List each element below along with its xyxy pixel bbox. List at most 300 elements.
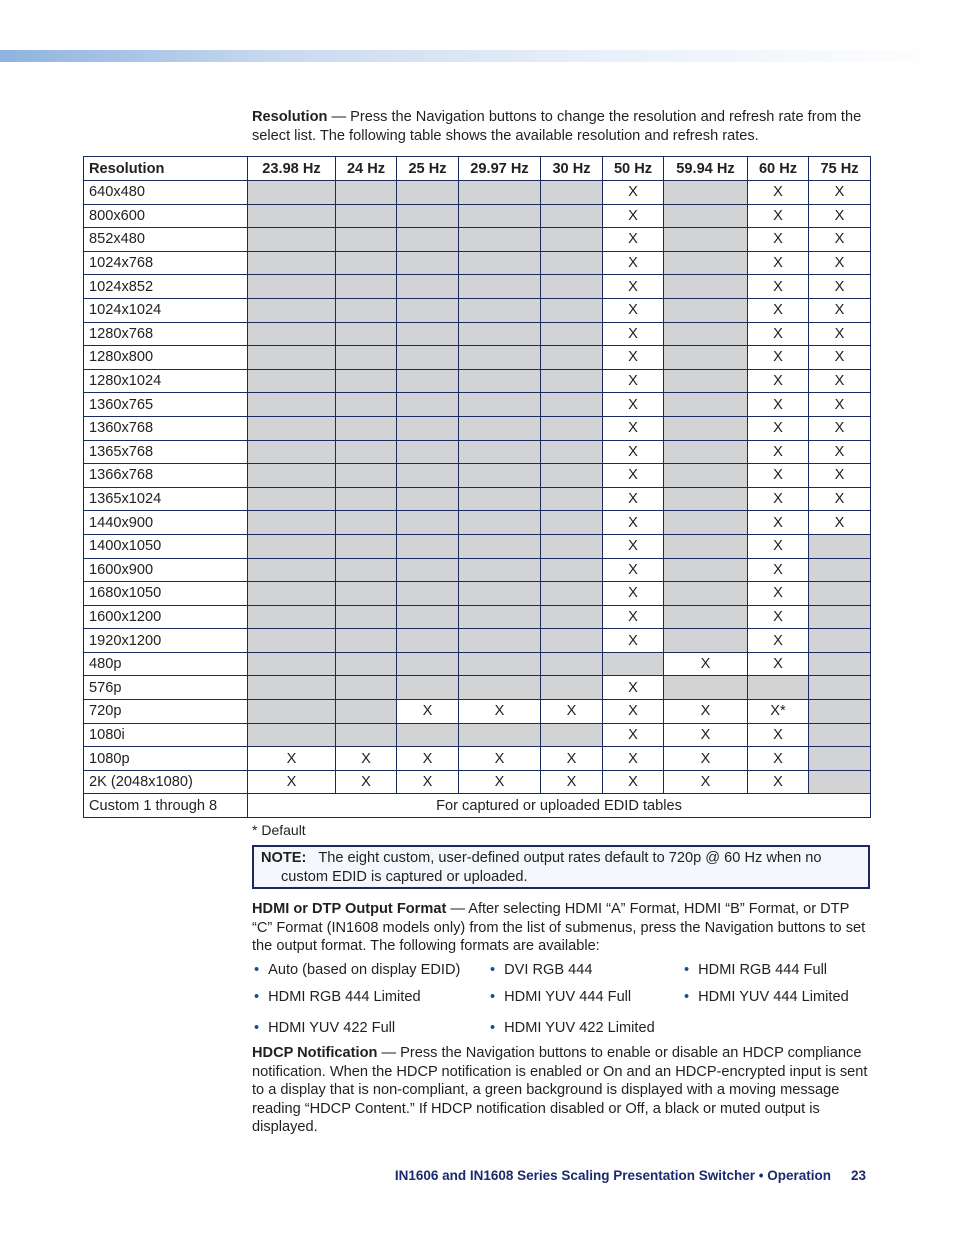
column-header: Resolution — [84, 157, 248, 181]
table-row — [84, 700, 871, 724]
rate-cell — [541, 534, 603, 558]
rate-cell — [664, 676, 748, 700]
rate-cell: X — [748, 487, 809, 511]
hdmi-description: — After selecting HDMI “A” Format, HDMI “B” Format, or DTP “C” Format (IN1608 models only) from the list of submenus, press the Navigation buttons to set the output format. The following formats are available: — [252, 901, 866, 955]
rate-cell: X — [603, 558, 664, 582]
rate-cell: X — [541, 747, 603, 771]
rate-cell — [664, 605, 748, 629]
rate-cell — [459, 369, 541, 393]
rate-cell — [459, 629, 541, 653]
rate-cell — [459, 440, 541, 464]
table-row — [84, 487, 871, 511]
rate-cell: X — [748, 534, 809, 558]
table-header-row — [84, 157, 871, 181]
rate-cell: X — [541, 700, 603, 724]
rate-cell: X — [748, 629, 809, 653]
rate-cell: X — [748, 723, 809, 747]
rate-cell — [459, 487, 541, 511]
table-row — [84, 322, 871, 346]
rate-cell: X — [748, 181, 809, 205]
rate-cell — [397, 676, 459, 700]
resolution-cell: 1680x1050 — [84, 582, 248, 606]
table-row — [84, 181, 871, 205]
rate-cell — [336, 251, 397, 275]
rate-cell: X — [603, 487, 664, 511]
resolution-cell: 1080i — [84, 723, 248, 747]
table-row — [84, 723, 871, 747]
rate-cell — [248, 652, 336, 676]
rate-cell — [459, 676, 541, 700]
rate-cell — [248, 346, 336, 370]
rate-cell — [809, 534, 871, 558]
resolution-cell: 576p — [84, 676, 248, 700]
resolution-cell: 1024x768 — [84, 251, 248, 275]
rate-cell: X — [603, 534, 664, 558]
resolution-cell: 1600x1200 — [84, 605, 248, 629]
table-row — [84, 416, 871, 440]
rate-cell: X — [603, 723, 664, 747]
rate-cell — [664, 204, 748, 228]
rate-cell — [397, 204, 459, 228]
resolution-cell: Custom 1 through 8 — [84, 794, 248, 818]
rate-cell — [248, 322, 336, 346]
rate-cell — [336, 582, 397, 606]
rate-cell — [248, 558, 336, 582]
rate-cell — [397, 558, 459, 582]
rate-cell — [541, 369, 603, 393]
rate-cell — [809, 747, 871, 771]
rate-cell: X — [397, 700, 459, 724]
table-row — [84, 770, 871, 794]
rate-cell: X — [603, 747, 664, 771]
rate-cell: X — [748, 298, 809, 322]
rate-cell — [459, 582, 541, 606]
resolution-cell: 1365x1024 — [84, 487, 248, 511]
rate-cell — [248, 605, 336, 629]
column-header: 75 Hz — [809, 157, 871, 181]
rate-cell — [248, 676, 336, 700]
note-box — [252, 845, 870, 889]
rate-cell — [459, 228, 541, 252]
rate-cell: X — [603, 298, 664, 322]
table-row — [84, 298, 871, 322]
table-row — [84, 605, 871, 629]
page-footer — [0, 1168, 866, 1183]
resolution-cell: 1365x768 — [84, 440, 248, 464]
rate-cell: X — [809, 275, 871, 299]
column-header: 24 Hz — [336, 157, 397, 181]
custom-edid-cell: For captured or uploaded EDID tables — [248, 794, 871, 818]
rate-cell — [664, 629, 748, 653]
hdmi-section — [252, 900, 872, 956]
rate-cell — [809, 700, 871, 724]
rate-cell — [809, 652, 871, 676]
rate-cell: X — [541, 770, 603, 794]
rate-cell — [397, 346, 459, 370]
rate-cell — [336, 676, 397, 700]
rate-cell — [248, 416, 336, 440]
hdcp-description: — Press the Navigation buttons to enable or disable an HDCP compliance notification. When the HDCP notification is enabled or On and an HDCP-encrypted input is sent to a display that is non-compliant, a green background is displayed with a moving message reading “HDCP Content.” If HDCP notification disabled or Off, a black or muted output is displayed. — [252, 1045, 868, 1136]
rate-cell — [459, 393, 541, 417]
resolution-cell: 1080p — [84, 747, 248, 771]
rate-cell: X — [603, 676, 664, 700]
resolution-cell: 1360x765 — [84, 393, 248, 417]
rate-cell: X — [809, 251, 871, 275]
rate-cell — [664, 251, 748, 275]
rate-cell: X — [809, 369, 871, 393]
rate-cell — [336, 275, 397, 299]
rate-cell — [809, 629, 871, 653]
rate-cell: X — [603, 251, 664, 275]
table-row — [84, 511, 871, 535]
rate-cell — [397, 322, 459, 346]
hdmi-heading: HDMI or DTP Output Format — [252, 901, 447, 917]
rate-cell — [248, 204, 336, 228]
rate-cell — [809, 770, 871, 794]
resolution-cell: 1366x768 — [84, 464, 248, 488]
rate-cell — [541, 322, 603, 346]
rate-cell: X — [748, 416, 809, 440]
rate-cell: X — [603, 582, 664, 606]
rate-cell — [809, 723, 871, 747]
rate-cell: X — [603, 440, 664, 464]
resolution-cell: 640x480 — [84, 181, 248, 205]
note-text-2: custom EDID is captured or uploaded. — [281, 869, 528, 885]
rate-cell: X — [603, 204, 664, 228]
rate-cell — [336, 652, 397, 676]
rate-cell: X — [748, 251, 809, 275]
rate-cell — [248, 534, 336, 558]
rate-cell — [336, 416, 397, 440]
rate-cell — [541, 487, 603, 511]
rate-cell — [459, 605, 541, 629]
rate-cell — [459, 416, 541, 440]
rate-cell: X — [248, 747, 336, 771]
rate-cell — [336, 723, 397, 747]
rate-cell — [248, 440, 336, 464]
rate-cell — [541, 652, 603, 676]
rate-cell: X — [603, 322, 664, 346]
footer-title: IN1606 and IN1608 Series Scaling Presentation Switcher • Operation — [394, 1168, 831, 1183]
resolution-cell: 1920x1200 — [84, 629, 248, 653]
resolution-cell: 852x480 — [84, 228, 248, 252]
rate-cell — [541, 393, 603, 417]
table-row — [84, 251, 871, 275]
page-number: 23 — [850, 1168, 866, 1183]
rate-cell — [748, 676, 809, 700]
column-header: 29.97 Hz — [459, 157, 541, 181]
rate-cell — [336, 393, 397, 417]
resolution-cell: 800x600 — [84, 204, 248, 228]
rate-cell — [459, 534, 541, 558]
rate-cell — [336, 204, 397, 228]
rate-cell — [397, 464, 459, 488]
rate-cell — [459, 464, 541, 488]
resolution-cell: 1360x768 — [84, 416, 248, 440]
rate-cell — [248, 393, 336, 417]
rate-cell — [397, 487, 459, 511]
resolution-cell: 1280x1024 — [84, 369, 248, 393]
rate-cell: X — [809, 416, 871, 440]
rate-cell — [397, 605, 459, 629]
rate-cell — [248, 275, 336, 299]
rate-cell — [336, 322, 397, 346]
rate-cell: X — [809, 204, 871, 228]
rate-cell — [541, 204, 603, 228]
rate-cell — [664, 322, 748, 346]
rate-cell: X — [336, 747, 397, 771]
rate-cell: X — [603, 346, 664, 370]
rate-cell — [248, 511, 336, 535]
column-header: 59.94 Hz — [664, 157, 748, 181]
rate-cell — [541, 346, 603, 370]
rate-cell — [541, 629, 603, 653]
resolution-cell: 720p — [84, 700, 248, 724]
rate-cell: X — [664, 770, 748, 794]
rate-cell — [248, 723, 336, 747]
rate-cell — [397, 582, 459, 606]
rate-cell — [541, 228, 603, 252]
note-label: NOTE: — [261, 850, 307, 866]
rate-cell: X — [336, 770, 397, 794]
rate-cell — [664, 393, 748, 417]
rate-cell: X — [748, 747, 809, 771]
rate-cell — [664, 511, 748, 535]
rate-cell — [397, 228, 459, 252]
rate-cell: X — [603, 275, 664, 299]
column-header: 23.98 Hz — [248, 157, 336, 181]
list-item: • Auto (based on display EDID) — [254, 962, 461, 978]
rate-cell — [397, 511, 459, 535]
rate-cell: X — [809, 322, 871, 346]
list-item: • HDMI RGB 444 Full — [684, 962, 828, 978]
table-row — [84, 747, 871, 771]
rate-cell: X — [748, 228, 809, 252]
resolution-cell: 1024x852 — [84, 275, 248, 299]
rate-cell — [541, 181, 603, 205]
rate-cell: X — [459, 747, 541, 771]
rate-cell: X — [748, 652, 809, 676]
rate-cell: X — [748, 346, 809, 370]
rate-cell — [336, 298, 397, 322]
resolution-cell: 2K (2048x1080) — [84, 770, 248, 794]
rate-cell — [809, 676, 871, 700]
rate-cell — [397, 440, 459, 464]
rate-cell — [664, 440, 748, 464]
rate-cell: X — [809, 228, 871, 252]
list-item: • DVI RGB 444 — [490, 962, 593, 978]
rate-cell: X — [397, 747, 459, 771]
rate-cell: X — [748, 204, 809, 228]
rate-cell — [459, 511, 541, 535]
rate-cell — [397, 393, 459, 417]
rate-cell — [397, 652, 459, 676]
table-row — [84, 369, 871, 393]
rate-cell — [664, 416, 748, 440]
rate-cell: X — [748, 558, 809, 582]
rate-cell — [664, 464, 748, 488]
list-item: • HDMI RGB 444 Limited — [254, 989, 421, 1005]
rate-cell — [336, 487, 397, 511]
rate-cell — [664, 181, 748, 205]
rate-cell: X — [459, 700, 541, 724]
table-row — [84, 676, 871, 700]
rate-cell: X — [809, 346, 871, 370]
rate-cell — [336, 228, 397, 252]
rate-cell — [248, 298, 336, 322]
rate-cell: X — [809, 487, 871, 511]
rate-cell — [541, 676, 603, 700]
rate-cell: X — [748, 605, 809, 629]
rate-cell: X — [809, 181, 871, 205]
resolution-cell: 480p — [84, 652, 248, 676]
resolution-description: — Press the Navigation buttons to change the resolution and refresh rate from the select list. The following table shows the available resolution and refresh rates. — [252, 109, 862, 144]
rate-cell — [541, 511, 603, 535]
rate-cell — [248, 369, 336, 393]
rate-cell: X — [748, 464, 809, 488]
resolution-intro — [252, 108, 872, 146]
rate-cell — [603, 652, 664, 676]
rate-cell — [541, 275, 603, 299]
resolution-cell: 1400x1050 — [84, 534, 248, 558]
rate-cell: X — [748, 770, 809, 794]
column-header: 60 Hz — [748, 157, 809, 181]
rate-cell — [336, 605, 397, 629]
rate-cell: X — [748, 369, 809, 393]
rate-cell — [459, 275, 541, 299]
rate-cell — [248, 582, 336, 606]
rate-cell: X — [748, 511, 809, 535]
rate-cell — [664, 275, 748, 299]
rate-cell — [397, 369, 459, 393]
rate-cell: X — [809, 393, 871, 417]
rate-cell — [541, 251, 603, 275]
rate-cell — [397, 251, 459, 275]
rate-cell — [336, 558, 397, 582]
table-row — [84, 652, 871, 676]
table-row — [84, 393, 871, 417]
rate-cell — [664, 369, 748, 393]
rate-cell: X — [748, 322, 809, 346]
hdcp-heading: HDCP Notification — [252, 1045, 378, 1061]
rate-cell — [541, 298, 603, 322]
rate-cell — [809, 605, 871, 629]
rate-cell: X — [664, 747, 748, 771]
list-item: • HDMI YUV 444 Full — [490, 989, 632, 1005]
table-row — [84, 582, 871, 606]
rate-cell — [459, 251, 541, 275]
rate-cell: X — [459, 770, 541, 794]
rate-cell — [664, 582, 748, 606]
rate-cell — [664, 298, 748, 322]
hdcp-section — [252, 1044, 872, 1137]
rate-cell — [397, 723, 459, 747]
rate-cell: X — [603, 770, 664, 794]
rate-cell: X — [603, 605, 664, 629]
rate-cell — [248, 181, 336, 205]
rate-cell — [397, 629, 459, 653]
table-row — [84, 464, 871, 488]
resolution-cell: 1600x900 — [84, 558, 248, 582]
rate-cell: X — [664, 723, 748, 747]
rate-cell — [336, 464, 397, 488]
rate-cell — [397, 275, 459, 299]
header-band — [0, 50, 954, 62]
default-footnote: * Default — [252, 822, 306, 838]
rate-cell — [459, 346, 541, 370]
rate-cell — [459, 204, 541, 228]
rate-cell: X — [603, 369, 664, 393]
rate-cell — [248, 228, 336, 252]
rate-cell — [541, 558, 603, 582]
rate-cell — [397, 534, 459, 558]
rate-cell: X — [603, 464, 664, 488]
table-row — [84, 440, 871, 464]
format-list — [252, 960, 872, 1042]
rate-cell — [248, 700, 336, 724]
rate-cell — [336, 629, 397, 653]
table-row — [84, 275, 871, 299]
rate-cell — [336, 511, 397, 535]
rate-cell: X — [664, 652, 748, 676]
table-row-custom — [84, 794, 871, 818]
rate-cell — [336, 369, 397, 393]
rate-cell: X — [603, 393, 664, 417]
resolution-cell: 1280x768 — [84, 322, 248, 346]
rate-cell — [459, 558, 541, 582]
resolution-cell: 1440x900 — [84, 511, 248, 535]
rate-cell: X — [748, 275, 809, 299]
rate-cell — [809, 558, 871, 582]
resolution-cell: 1280x800 — [84, 346, 248, 370]
rate-cell: X — [809, 298, 871, 322]
table-row — [84, 346, 871, 370]
rate-cell — [541, 723, 603, 747]
rate-cell — [541, 605, 603, 629]
rate-cell — [397, 298, 459, 322]
rate-cell: X — [748, 440, 809, 464]
rate-cell — [459, 298, 541, 322]
rate-cell: X — [603, 181, 664, 205]
rate-cell — [541, 440, 603, 464]
rate-cell — [541, 464, 603, 488]
list-item: • HDMI YUV 422 Full — [254, 1020, 396, 1036]
note-line-1 — [261, 849, 822, 868]
rate-cell — [459, 652, 541, 676]
note-text-1: The eight custom, user-defined output rates default to 720p @ 60 Hz when no — [318, 850, 822, 866]
rate-cell: X — [248, 770, 336, 794]
resolution-heading: Resolution — [252, 109, 328, 125]
table-row — [84, 629, 871, 653]
rate-cell: X — [809, 440, 871, 464]
rate-cell — [459, 322, 541, 346]
column-header: 25 Hz — [397, 157, 459, 181]
list-item: • HDMI YUV 444 Limited — [684, 989, 849, 1005]
list-item: • HDMI YUV 422 Limited — [490, 1020, 655, 1036]
table-row — [84, 228, 871, 252]
rate-cell — [664, 346, 748, 370]
rate-cell — [664, 558, 748, 582]
rate-cell: X — [809, 511, 871, 535]
rate-cell — [336, 440, 397, 464]
resolution-cell: 1024x1024 — [84, 298, 248, 322]
rate-cell — [809, 582, 871, 606]
rate-cell — [248, 464, 336, 488]
rate-cell — [541, 582, 603, 606]
rate-cell: X — [603, 511, 664, 535]
rate-cell: X — [664, 700, 748, 724]
rate-cell — [541, 416, 603, 440]
